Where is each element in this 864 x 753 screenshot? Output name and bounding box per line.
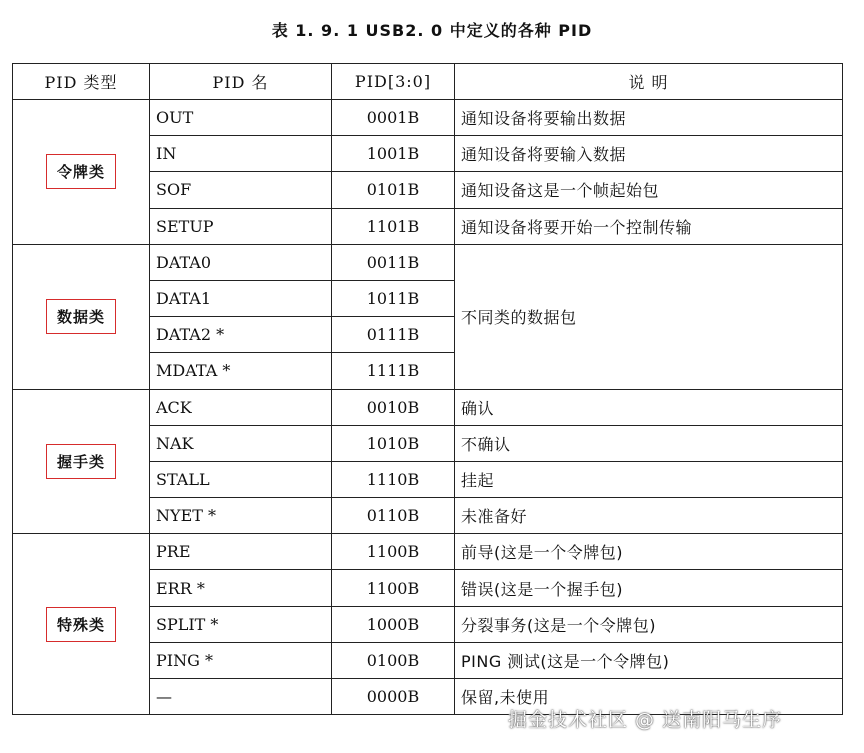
table-row: [13, 534, 843, 570]
pid-name: PING *: [150, 642, 332, 678]
pid-type-label: 数据类: [46, 299, 116, 334]
pid-description: 不确认: [455, 425, 843, 461]
pid-name: STALL: [150, 461, 332, 497]
pid-bits: 1100B: [332, 534, 455, 570]
pid-bits: 0110B: [332, 498, 455, 534]
pid-type-label: 令牌类: [46, 154, 116, 189]
pid-description: 未准备好: [455, 498, 843, 534]
pid-description: 通知设备将要输入数据: [455, 136, 843, 172]
table-row: [13, 244, 843, 280]
pid-bits: 1011B: [332, 280, 455, 316]
pid-description: 挂起: [455, 461, 843, 497]
pid-name: NAK: [150, 425, 332, 461]
pid-description: 分裂事务(这是一个令牌包): [455, 606, 843, 642]
pid-description: 通知设备这是一个帧起始包: [455, 172, 843, 208]
pid-bits: 0001B: [332, 100, 455, 136]
header-pid-type: PID 类型: [13, 64, 150, 100]
pid-bits: 0100B: [332, 642, 455, 678]
table-row: [13, 389, 843, 425]
pid-table: [12, 63, 843, 715]
pid-description: 错误(这是一个握手包): [455, 570, 843, 606]
pid-description: PING 测试(这是一个令牌包): [455, 642, 843, 678]
pid-bits: 1101B: [332, 208, 455, 244]
pid-description: 不同类的数据包: [455, 244, 843, 389]
table-caption: 表 1. 9. 1 USB2. 0 中定义的各种 PID: [271, 21, 593, 40]
pid-description: 通知设备将要开始一个控制传输: [455, 208, 843, 244]
header-row: [13, 64, 843, 100]
pid-name: IN: [150, 136, 332, 172]
pid-type-cell: [13, 244, 150, 389]
pid-name: —: [150, 679, 332, 715]
watermark: 掘金技术社区 @ 送南阳马生序: [508, 709, 783, 731]
pid-name: DATA1: [150, 280, 332, 316]
pid-name: DATA0: [150, 244, 332, 280]
table-row: [13, 100, 843, 136]
pid-bits: 1000B: [332, 606, 455, 642]
pid-bits: 1111B: [332, 353, 455, 389]
pid-name: ACK: [150, 389, 332, 425]
pid-name: OUT: [150, 100, 332, 136]
pid-type-label: 特殊类: [46, 607, 116, 642]
pid-description: 通知设备将要输出数据: [455, 100, 843, 136]
pid-name: DATA2 *: [150, 317, 332, 353]
pid-type-label: 握手类: [46, 444, 116, 479]
pid-type-cell: [13, 389, 150, 534]
pid-bits: 1100B: [332, 570, 455, 606]
pid-description: 确认: [455, 389, 843, 425]
pid-bits: 0111B: [332, 317, 455, 353]
header-pid-bits: PID[3:0]: [332, 64, 455, 100]
pid-name: SETUP: [150, 208, 332, 244]
pid-type-cell: [13, 534, 150, 715]
pid-name: SPLIT *: [150, 606, 332, 642]
pid-name: SOF: [150, 172, 332, 208]
pid-description: 前导(这是一个令牌包): [455, 534, 843, 570]
header-description: 说 明: [455, 64, 843, 100]
pid-type-cell: [13, 100, 150, 245]
pid-bits: 0000B: [332, 679, 455, 715]
header-pid-name: PID 名: [150, 64, 332, 100]
pid-bits: 0101B: [332, 172, 455, 208]
pid-bits: 1001B: [332, 136, 455, 172]
pid-bits: 1010B: [332, 425, 455, 461]
pid-name: PRE: [150, 534, 332, 570]
pid-bits: 1110B: [332, 461, 455, 497]
pid-name: ERR *: [150, 570, 332, 606]
pid-description: 保留,未使用: [455, 679, 843, 715]
pid-bits: 0010B: [332, 389, 455, 425]
pid-bits: 0011B: [332, 244, 455, 280]
pid-name: MDATA *: [150, 353, 332, 389]
pid-name: NYET *: [150, 498, 332, 534]
table-body: [13, 100, 843, 715]
